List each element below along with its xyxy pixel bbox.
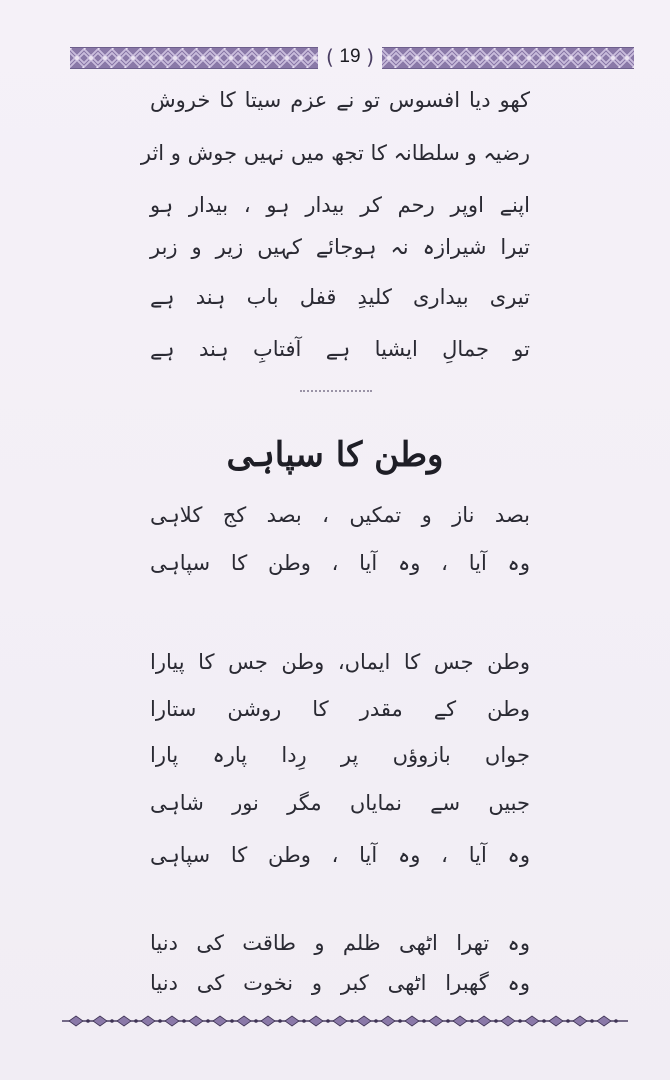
footer-dot [254,1019,258,1023]
footer-diamond [69,1016,83,1026]
footer-diamond [261,1016,275,1026]
footer-dot [110,1019,114,1023]
footer-dot [134,1019,138,1023]
footer-dot [182,1019,186,1023]
footer-diamond [549,1016,563,1026]
poem-line: جبیں سے نمایاں مگر نور شاہی [150,791,530,815]
footer-dot [302,1019,306,1023]
poem-line: رضیہ و سلطانہ کا تجھ میں نہیں جوش و اثر [140,141,530,165]
footer-diamond [501,1016,515,1026]
footer-diamond [573,1016,587,1026]
poem-line: تو جمالِ ایشیا ہے آفتابِ ہند ہے [150,337,530,361]
footer-dot [470,1019,474,1023]
poem-line: تیری بیداری کلیدِ قفل باب ہند ہے [150,285,530,309]
footer-dot [350,1019,354,1023]
poem-line: کھو دیا افسوس تو نے عزم سیتا کا خروش [150,88,530,112]
footer-diamond [429,1016,443,1026]
footer-diamond [597,1016,611,1026]
page-header-ornament [70,44,634,70]
footer-diamond [333,1016,347,1026]
header-ornament-right [382,47,634,69]
footer-diamond [93,1016,107,1026]
footer-diamond [477,1016,491,1026]
footer-diamond [117,1016,131,1026]
footer-dot [446,1019,450,1023]
poem-line: بصد ناز و تمکیں ، بصد کج کلاہی [150,503,530,527]
footer-dot [542,1019,546,1023]
footer-diamond [309,1016,323,1026]
footer-diamond [453,1016,467,1026]
poem-line: اپنے اوپر رحم کر بیدار ہو ، بیدار ہو [150,193,530,217]
header-ornament-left [70,47,318,69]
footer-diamond [237,1016,251,1026]
footer-dot [614,1019,618,1023]
footer-diamond [189,1016,203,1026]
page-number: ( 19 ) [322,44,378,70]
poem-line: تیرا شیرازہ نہ ہوجائے کہیں زیر و زبر [150,235,530,259]
footer-diamond [381,1016,395,1026]
poem-line: وہ گھبرا اٹھی کبر و نخوت کی دنیا [150,971,530,995]
footer-dot [518,1019,522,1023]
poem-line: وہ تھرا اٹھی ظلم و طاقت کی دنیا [150,931,530,955]
footer-dot [374,1019,378,1023]
footer-dot [422,1019,426,1023]
footer-dot [326,1019,330,1023]
footer-diamond [525,1016,539,1026]
poem-line: وطن کے مقدر کا روشن ستارا [150,697,530,721]
footer-dot [494,1019,498,1023]
footer-dot [206,1019,210,1023]
poem-line: وطن جس کا ایماں، وطن جس کا پیارا [150,650,530,674]
footer-dot [590,1019,594,1023]
footer-dot [230,1019,234,1023]
footer-diamond [285,1016,299,1026]
footer-diamond [405,1016,419,1026]
footer-dot [158,1019,162,1023]
poem-line: وہ آیا ، وہ آیا ، وطن کا سپاہی [150,843,530,867]
footer-dot [278,1019,282,1023]
footer-diamond [213,1016,227,1026]
poem-line: وہ آیا ، وہ آیا ، وطن کا سپاہی [150,551,530,575]
footer-dot [86,1019,90,1023]
section-separator [300,390,372,392]
footer-dot [398,1019,402,1023]
footer-dot [566,1019,570,1023]
footer-diamond [165,1016,179,1026]
footer-diamond [357,1016,371,1026]
poem-line: جواں بازوؤں پر رِدا پارہ پارا [150,743,530,767]
poem-title: وطن کا سپاہی [226,435,444,475]
footer-diamond [141,1016,155,1026]
footer-ornament [62,1010,628,1032]
